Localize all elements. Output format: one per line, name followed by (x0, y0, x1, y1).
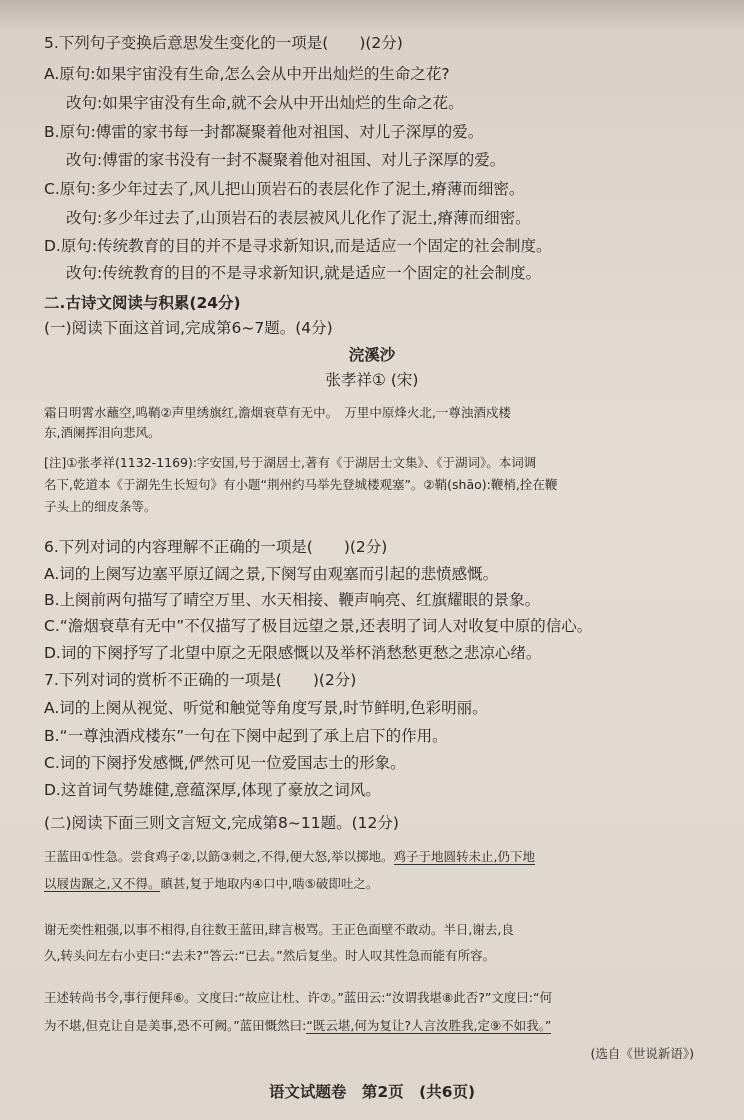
q5-option-c-revised: 改句:多少年过去了,山顶岩石的表层被风儿化作了泥土,瘠薄而细密。 (66, 209, 531, 227)
note-line-3: 子头上的细皮条等。 (44, 499, 157, 514)
poem-author: 张孝祥① (宋) (325, 371, 419, 389)
q6-option-d: D.词的下阕抒写了北望中原之无限感慨以及举杯消愁愁更愁之悲凉心绪。 (44, 644, 542, 662)
poem-title: 浣溪沙 (348, 346, 396, 364)
q6-option-a: A.词的上阕写边塞平原辽阔之景,下阕写由观塞而引起的悲愤感慨。 (44, 565, 499, 583)
passage-1-line-1-text: 王蓝田①性急。尝食鸡子②,以筯③刺之,不得,便大怒,举以掷地。 (44, 849, 394, 864)
q5-option-d-original: D.原句:传统教育的目的并不是寻求新知识,而是适应一个固定的社会制度。 (44, 237, 552, 255)
q5-option-a-original: A.原句:如果宇宙没有生命,怎么会从中开出灿烂的生命之花? (44, 65, 450, 83)
passage-1-line-1 (44, 847, 734, 867)
q5-option-d-revised: 改句:传统教育的目的不是寻求新知识,就是适应一个固定的社会制度。 (66, 264, 542, 282)
poem-line-1: 霜日明霄水蘸空,鸣鞘②声里绣旗红,澹烟衰草有无中。 万里中原烽火北,一尊浊酒戍楼 (44, 405, 511, 420)
q6-option-c: C.“澹烟衰草有无中”不仅描写了极目远望之景,还表明了词人对收复中原的信心。 (44, 617, 593, 635)
subsection-1-instruction: (一)阅读下面这首词,完成第6~7题。(4分) (44, 319, 333, 337)
passage-2-line-1: 谢无奕性粗强,以事不相得,自往数王蓝田,肆言极骂。王正色面壁不敢动。半日,谢去,良 (44, 922, 514, 937)
passage-3-line-2 (44, 1016, 734, 1036)
passage-3-underlined: “既云堪,何为复让?人言汝胜我,定⑨不如我。” (306, 1018, 552, 1033)
passage-1-underlined-1: 鸡子于地圆转未止,仍下地 (393, 849, 535, 864)
q6-stem: 6.下列对词的内容理解不正确的一项是( )(2分) (44, 538, 388, 556)
section-2-title: 二.古诗文阅读与积累(24分) (44, 294, 241, 312)
page-top-shadow (0, 0, 744, 30)
passage-1-line-2 (44, 874, 734, 894)
page-footer: 语文试题卷 第2页 (共6页) (268, 1083, 476, 1101)
q7-option-b: B.“一尊浊酒戍楼东”一句在下阕中起到了承上启下的作用。 (44, 727, 448, 745)
q7-option-a: A.词的上阕从视觉、听觉和触觉等角度写景,时节鲜明,色彩明丽。 (44, 699, 488, 717)
passage-source: (选自《世说新语》) (590, 1046, 694, 1061)
passage-1-underlined-2: 以屐齿蹍之,又不得。 (44, 876, 161, 891)
note-line-1: [注]①张孝祥(1132-1169):字安国,号于湖居士,著有《于湖居士文集》、《于湖词》。本词调 (44, 455, 537, 470)
q7-option-d: D.这首词气势雄健,意蕴深厚,体现了豪放之词风。 (44, 781, 381, 799)
q5-option-b-original: B.原句:傅雷的家书每一封都凝聚着他对祖国、对儿子深厚的爱。 (44, 123, 484, 141)
subsection-2-instruction: (二)阅读下面三则文言短文,完成第8~11题。(12分) (44, 814, 399, 832)
passage-2-line-2: 久,转头问左右小吏曰:“去未?”答云:“已去。”然后复坐。时人叹其性急而能有所容。 (44, 948, 496, 963)
passage-3-line-2-text: 为不堪,但克让自是美事,恐不可阙。”蓝田慨然曰: (44, 1018, 307, 1033)
q5-option-b-revised: 改句:傅雷的家书没有一封不凝聚着他对祖国、对儿子深厚的爱。 (66, 151, 506, 169)
note-line-2: 名下,乾道本《于湖先生长短句》有小题“荆州约马举先登城楼观塞”。②鞘(shāo):鞭梢,拴在鞭 (44, 477, 558, 492)
q7-option-c: C.词的下阕抒发感慨,俨然可见一位爱国志士的形象。 (44, 754, 406, 772)
passage-3-line-1: 王述转尚书令,事行便拜⑥。文度曰:“故应让杜、许⑦。”蓝田云:“汝谓我堪⑧此否?”文度曰:“何 (44, 990, 552, 1005)
q6-option-b: B.上阕前两句描写了晴空万里、水天相接、鞭声响亮、红旗耀眼的景象。 (44, 591, 541, 609)
q5-option-a-revised: 改句:如果宇宙没有生命,就不会从中开出灿烂的生命之花。 (66, 94, 464, 112)
q5-stem: 5.下列句子变换后意思发生变化的一项是( )(2分) (44, 34, 403, 52)
passage-1-line-2-text: 瞋甚,复于地取内④口中,啮⑤破即吐之。 (160, 876, 379, 891)
q5-option-c-original: C.原句:多少年过去了,风儿把山顶岩石的表层化作了泥土,瘠薄而细密。 (44, 180, 525, 198)
q7-stem: 7.下列对词的赏析不正确的一项是( )(2分) (44, 671, 357, 689)
poem-line-2: 东,酒阑挥泪向悲风。 (44, 425, 161, 440)
